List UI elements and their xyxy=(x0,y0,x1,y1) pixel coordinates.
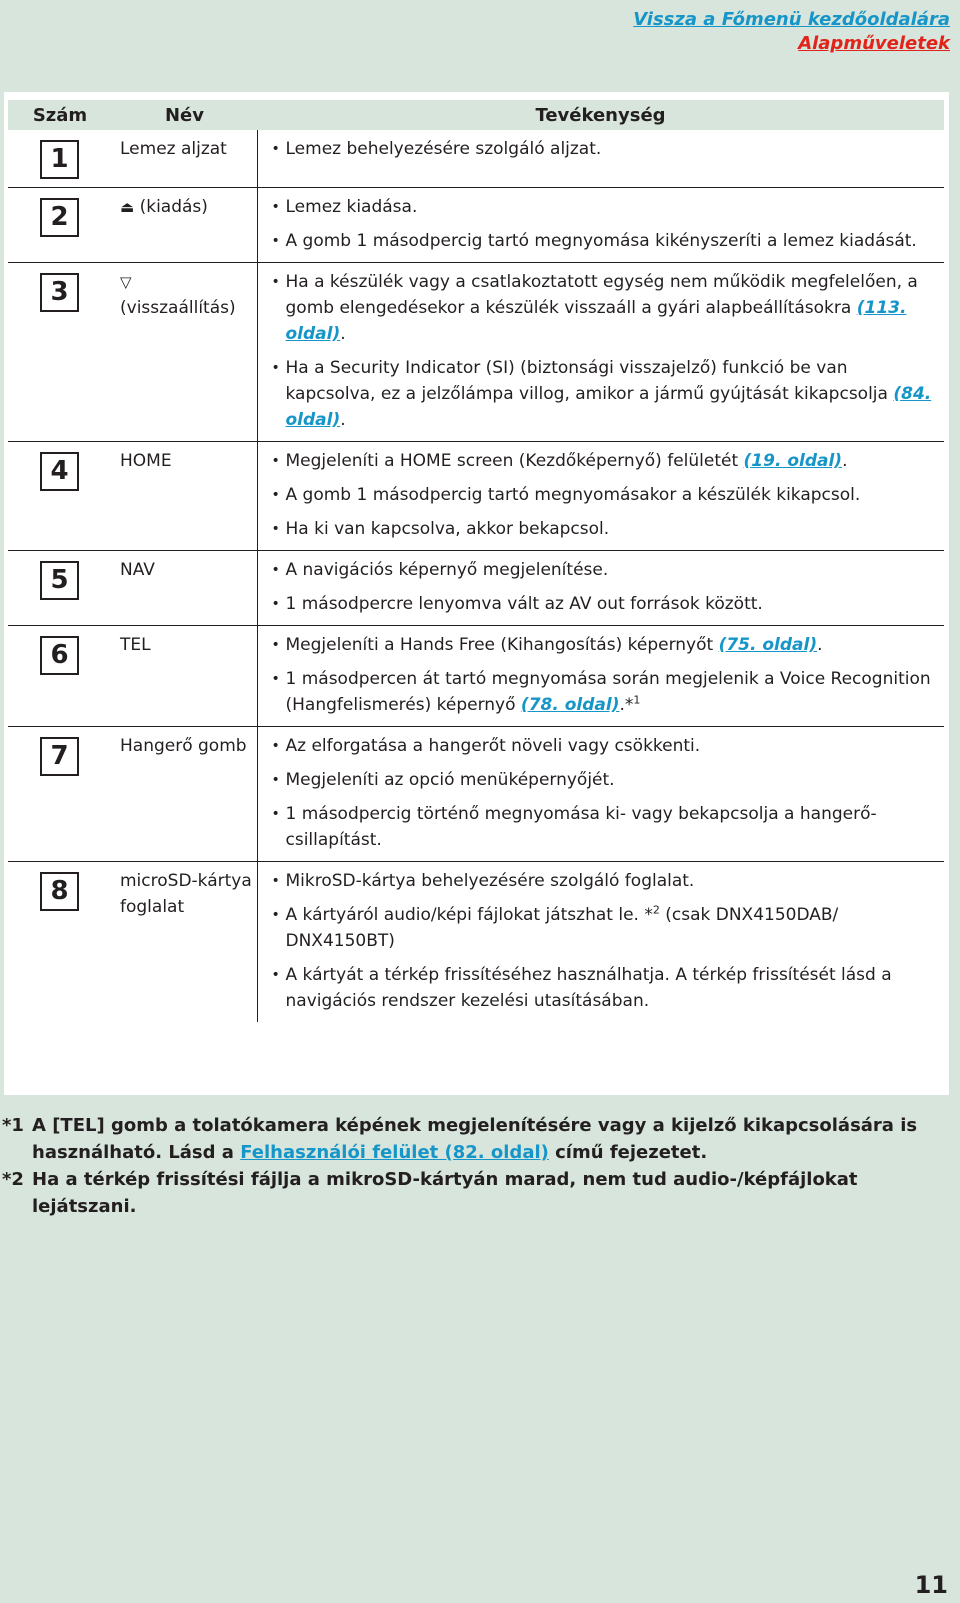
row-name-cell xyxy=(112,263,257,442)
footnote-mark: *1 xyxy=(2,1115,24,1136)
table-body xyxy=(8,130,944,1022)
action-text-after: . xyxy=(842,451,848,471)
action-bullet xyxy=(272,136,935,162)
row-number-cell xyxy=(8,862,112,1023)
action-bullet xyxy=(272,902,935,954)
action-bullet xyxy=(272,666,935,718)
header-name: Név xyxy=(112,100,257,130)
row-action-cell xyxy=(257,263,944,442)
action-text: Az elforgatása a hangerőt növeli vagy csökkenti. xyxy=(285,736,701,756)
row-name-cell xyxy=(112,188,257,263)
action-text-after: (csak DNX4150DAB/ DNX4150BT) xyxy=(285,905,839,951)
action-bullet xyxy=(272,516,935,542)
row-number-cell xyxy=(8,130,112,188)
table-header xyxy=(8,100,944,130)
row-action-cell xyxy=(257,130,944,188)
action-text: MikroSD-kártya behelyezésére szolgáló foglalat. xyxy=(285,871,695,891)
reset-icon: ▽ xyxy=(120,273,132,291)
action-text: Lemez kiadása. xyxy=(285,197,418,217)
action-text: A kártyáról audio/képi fájlokat játszhat le. * xyxy=(285,905,653,925)
controls-table xyxy=(8,100,944,1022)
action-text: 1 másodpercig történő megnyomása ki- vagy bekapcsolja a hangerő-csillapítást. xyxy=(285,804,877,850)
action-text-after: .* xyxy=(619,695,634,715)
page-ref-link[interactable]: (113. oldal) xyxy=(285,298,907,344)
row-name-cell xyxy=(112,130,257,188)
row-name: Hangerő gomb xyxy=(120,736,247,756)
action-bullet xyxy=(272,269,935,347)
footnote-ref: 2 xyxy=(652,903,660,917)
action-text-after: . xyxy=(340,410,346,430)
action-bullet xyxy=(272,448,935,474)
row-action-cell xyxy=(257,442,944,551)
footnotes xyxy=(2,1112,952,1220)
action-bullet xyxy=(272,355,935,433)
row-name-cell xyxy=(112,727,257,862)
row-number-badge: 1 xyxy=(40,140,79,179)
action-text: A gomb 1 másodpercig tartó megnyomása kikényszeríti a lemez kiadását. xyxy=(285,231,917,251)
footnote xyxy=(2,1166,952,1220)
content-panel xyxy=(4,92,949,1095)
page-ref-link[interactable]: (84. oldal) xyxy=(285,384,932,430)
row-number-cell xyxy=(8,727,112,862)
action-text-after: . xyxy=(817,635,823,655)
action-text: A gomb 1 másodpercig tartó megnyomásakor a készülék kikapcsol. xyxy=(285,485,861,505)
page-ref-link[interactable]: (19. oldal) xyxy=(743,451,843,471)
row-number-badge: 7 xyxy=(40,737,79,776)
row-name: HOME xyxy=(120,451,172,471)
link-basic-operations[interactable]: Alapműveletek xyxy=(798,33,950,54)
row-number-cell xyxy=(8,551,112,626)
row-name: microSD-kártya foglalat xyxy=(120,871,252,917)
action-text: A kártyát a térkép frissítéséhez használhatja. A térkép frissítését lásd a navigációs rendszer kezelési utasításában. xyxy=(285,965,892,1011)
action-bullet xyxy=(272,868,935,894)
row-number-badge: 2 xyxy=(40,198,79,237)
action-text: Megjeleníti az opció menüképernyőjét. xyxy=(285,770,615,790)
action-bullet xyxy=(272,228,935,254)
action-text: Megjeleníti a HOME screen (Kezdőképernyő) felületét xyxy=(285,451,744,471)
row-number-cell xyxy=(8,188,112,263)
action-text: Ha a készülék vagy a csatlakoztatott egység nem működik megfelelően, a gomb elengedésekor a készülék visszaáll a gyári alapbeállításokra xyxy=(285,272,918,318)
page-ref-link[interactable]: (78. oldal) xyxy=(520,695,620,715)
eject-icon: ⏏ xyxy=(120,198,135,216)
action-text: Megjeleníti a Hands Free (Kihangosítás) képernyőt xyxy=(285,635,719,655)
row-number-cell xyxy=(8,263,112,442)
footnote-mark: *2 xyxy=(2,1169,24,1190)
table-row xyxy=(8,188,944,263)
row-number-cell xyxy=(8,442,112,551)
action-bullet xyxy=(272,482,935,508)
table-row xyxy=(8,862,944,1023)
footnote-ref: 1 xyxy=(633,693,641,707)
table-row xyxy=(8,130,944,188)
footnote-text: A [TEL] gomb a tolatókamera képének megjelenítésére vagy a kijelző kikapcsolására is használható. Lásd a xyxy=(32,1115,918,1163)
action-bullet xyxy=(272,194,935,220)
action-bullet xyxy=(272,557,935,583)
action-bullet xyxy=(272,962,935,1014)
footnote-link[interactable]: Felhasználói felület (82. oldal) xyxy=(240,1142,549,1163)
action-bullet xyxy=(272,591,935,617)
row-action-cell xyxy=(257,626,944,727)
row-name-cell xyxy=(112,626,257,727)
action-text-after: . xyxy=(340,324,346,344)
row-action-cell xyxy=(257,727,944,862)
footnote-text: Ha a térkép frissítési fájlja a mikroSD-kártyán marad, nem tud audio-/képfájlokat lejátszani. xyxy=(32,1169,858,1217)
action-text: Ha a Security Indicator (SI) (biztonsági visszajelző) funkció be van kapcsolva, ez a jelzőlámpa villog, amikor a jármű gyújtását kikapcsolja xyxy=(285,358,894,404)
row-name: (kiadás) xyxy=(134,197,208,217)
footnote-text-after: című fejezetet. xyxy=(548,1142,708,1163)
action-text: Ha ki van kapcsolva, akkor bekapcsol. xyxy=(285,519,610,539)
header-action: Tevékenység xyxy=(257,100,944,130)
page-ref-link[interactable]: (75. oldal) xyxy=(718,635,818,655)
footnote xyxy=(2,1112,952,1166)
row-number-cell xyxy=(8,626,112,727)
nav-links xyxy=(633,8,950,56)
row-name-cell xyxy=(112,862,257,1023)
table-row xyxy=(8,442,944,551)
action-text: Lemez behelyezésére szolgáló aljzat. xyxy=(285,139,602,159)
header-num: Szám xyxy=(8,100,112,130)
link-main-menu[interactable]: Vissza a Főmenü kezdőoldalára xyxy=(633,9,950,30)
row-name: NAV xyxy=(120,560,155,580)
table-row xyxy=(8,263,944,442)
row-action-cell xyxy=(257,862,944,1023)
row-name-cell xyxy=(112,442,257,551)
action-bullet xyxy=(272,801,935,853)
action-text: 1 másodpercen át tartó megnyomása során megjelenik a Voice Recognition (Hangfelismerés) képernyő xyxy=(285,669,931,715)
page-number: 11 xyxy=(914,1571,948,1599)
row-name: TEL xyxy=(120,635,151,655)
row-number-badge: 5 xyxy=(40,561,79,600)
row-name: (visszaállítás) xyxy=(120,298,236,318)
table-row xyxy=(8,626,944,727)
action-bullet xyxy=(272,733,935,759)
row-name-cell xyxy=(112,551,257,626)
table-row xyxy=(8,551,944,626)
action-text: 1 másodpercre lenyomva vált az AV out források között. xyxy=(285,594,763,614)
action-bullet xyxy=(272,767,935,793)
action-bullet xyxy=(272,632,935,658)
row-number-badge: 6 xyxy=(40,636,79,675)
row-action-cell xyxy=(257,551,944,626)
row-number-badge: 8 xyxy=(40,872,79,911)
row-name: Lemez aljzat xyxy=(120,139,227,159)
action-text: A navigációs képernyő megjelenítése. xyxy=(285,560,609,580)
row-number-badge: 4 xyxy=(40,452,79,491)
row-action-cell xyxy=(257,188,944,263)
row-number-badge: 3 xyxy=(40,273,79,312)
table-row xyxy=(8,727,944,862)
